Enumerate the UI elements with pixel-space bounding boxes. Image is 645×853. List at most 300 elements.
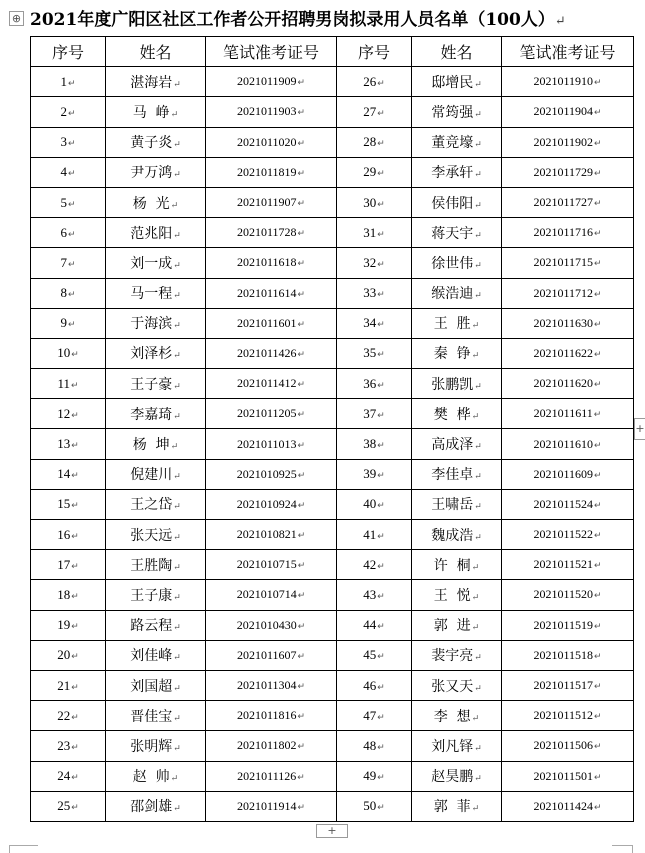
cell-seq[interactable]: [337, 308, 412, 338]
cell-exam-id[interactable]: [206, 308, 337, 338]
cell-text: 尹万鸿: [130, 165, 173, 182]
cell-seq[interactable]: [31, 640, 106, 670]
cell-seq[interactable]: [337, 127, 412, 157]
cell-seq[interactable]: [337, 610, 412, 640]
cell-name[interactable]: [106, 761, 206, 791]
cell-seq[interactable]: [337, 640, 412, 670]
cell-seq[interactable]: [337, 248, 412, 278]
cell-exam-id[interactable]: [206, 459, 337, 489]
cell-name[interactable]: [412, 308, 502, 338]
cell-seq[interactable]: [31, 278, 106, 308]
cell-name[interactable]: [412, 67, 502, 97]
cell-end-mark-icon: ↵: [71, 651, 79, 662]
cell-exam-id[interactable]: [502, 791, 634, 821]
cell-exam-id[interactable]: [206, 791, 337, 821]
cell-end-mark-icon: ↵: [173, 351, 181, 362]
cell-text: 19: [57, 617, 71, 633]
cell-end-mark-icon: ↵: [67, 289, 76, 300]
cell-name[interactable]: [106, 127, 206, 157]
table-row: [31, 701, 634, 731]
cell-exam-id[interactable]: [206, 157, 337, 187]
cell-text: 王胜陶: [130, 557, 173, 574]
cell-text: 9: [60, 315, 67, 331]
cell-seq[interactable]: [31, 670, 106, 700]
cell-name[interactable]: [106, 187, 206, 217]
cell-end-mark-icon: ↵: [297, 288, 306, 299]
cell-text: 2021011424: [533, 798, 593, 813]
cell-text: 16: [57, 526, 71, 542]
cell-seq[interactable]: [337, 670, 412, 700]
cell-exam-id[interactable]: [502, 369, 634, 399]
cell-seq[interactable]: [31, 308, 106, 338]
cell-name[interactable]: [412, 791, 502, 821]
cell-text: 刘佳峰: [130, 648, 173, 665]
cell-end-mark-icon: ↵: [297, 741, 306, 752]
cell-text: 32: [363, 254, 377, 270]
cell-exam-id[interactable]: [502, 338, 634, 368]
cell-seq[interactable]: [337, 67, 412, 97]
table-row: [31, 399, 634, 429]
cell-end-mark-icon: ↵: [71, 349, 79, 360]
cell-name[interactable]: [106, 701, 206, 731]
cell-exam-id[interactable]: [206, 489, 337, 519]
cell-exam-id[interactable]: [206, 640, 337, 670]
cell-end-mark-icon: ↵: [594, 228, 602, 239]
cell-text: 24: [57, 768, 71, 784]
page-corner-mark-right: [612, 845, 633, 853]
cell-exam-id[interactable]: [206, 610, 337, 640]
cell-text: 2021011909: [236, 74, 297, 89]
cell-exam-id[interactable]: [206, 369, 337, 399]
cell-name[interactable]: [106, 550, 206, 580]
cell-end-mark-icon: ↵: [474, 502, 482, 513]
cell-seq[interactable]: [337, 520, 412, 550]
cell-end-mark-icon: ↵: [474, 442, 482, 453]
cell-text: 路云程: [130, 618, 173, 635]
cell-end-mark-icon: ↵: [71, 802, 79, 813]
cell-text: 2021011716: [533, 225, 593, 240]
cell-exam-id[interactable]: [502, 459, 634, 489]
cell-seq[interactable]: [31, 520, 106, 550]
cell-name[interactable]: [106, 278, 206, 308]
cell-name[interactable]: [412, 459, 502, 489]
cell-end-mark-icon: ↵: [67, 228, 76, 239]
cell-end-mark-icon: ↵: [297, 228, 306, 239]
cell-seq[interactable]: [337, 489, 412, 519]
cell-name[interactable]: [412, 640, 502, 670]
cell-seq[interactable]: [31, 369, 106, 399]
cell-end-mark-icon: ↵: [594, 590, 602, 601]
cell-end-mark-icon: ↵: [474, 653, 482, 664]
cell-name[interactable]: [412, 369, 502, 399]
cell-exam-id[interactable]: [502, 248, 634, 278]
cell-end-mark-icon: ↵: [173, 411, 181, 422]
cell-text: 47: [363, 707, 377, 723]
cell-seq[interactable]: [31, 701, 106, 731]
cell-seq[interactable]: [31, 248, 106, 278]
cell-end-mark-icon: ↵: [474, 230, 482, 241]
cell-exam-id[interactable]: [206, 97, 337, 127]
cell-seq[interactable]: [337, 791, 412, 821]
cell-text: 李嘉琦: [130, 406, 173, 423]
cell-end-mark-icon: ↵: [173, 713, 181, 724]
cell-text: 7: [60, 254, 67, 270]
cell-end-mark-icon: ↵: [297, 650, 306, 661]
cell-text: 于海滨: [130, 316, 173, 333]
cell-text: 2021011426: [236, 345, 297, 360]
cell-end-mark-icon: ↵: [474, 109, 482, 120]
cell-name[interactable]: [106, 429, 206, 459]
header-name: 姓名: [412, 37, 502, 67]
table-header-row: [31, 37, 634, 67]
cell-seq[interactable]: [337, 701, 412, 731]
cell-name[interactable]: [106, 489, 206, 519]
cell-end-mark-icon: ↵: [377, 530, 385, 541]
cell-name[interactable]: [106, 218, 206, 248]
cell-text: 刘泽杉: [130, 346, 173, 363]
cell-name[interactable]: [106, 399, 206, 429]
cell-exam-id[interactable]: [206, 520, 337, 550]
cell-seq[interactable]: [31, 399, 106, 429]
cell-text: 26: [363, 73, 377, 89]
cell-exam-id[interactable]: [206, 187, 337, 217]
cell-text: 2021011727: [533, 195, 593, 210]
table-row: [31, 308, 634, 338]
cell-name[interactable]: [106, 308, 206, 338]
cell-name[interactable]: [106, 610, 206, 640]
cell-end-mark-icon: ↵: [297, 439, 306, 450]
cell-seq[interactable]: [31, 429, 106, 459]
cell-name[interactable]: [412, 278, 502, 308]
cell-end-mark-icon: ↵: [377, 409, 385, 420]
cell-end-mark-icon: ↵: [377, 470, 385, 481]
cell-text: 王 胜: [433, 316, 471, 333]
cell-seq[interactable]: [31, 187, 106, 217]
cell-end-mark-icon: ↵: [173, 79, 181, 90]
cell-name[interactable]: [412, 489, 502, 519]
cell-text: 4: [60, 164, 67, 180]
cell-end-mark-icon: ↵: [474, 683, 482, 694]
cell-exam-id[interactable]: [206, 701, 337, 731]
cell-text: 张天远: [130, 527, 173, 544]
cell-text: 王子康: [130, 587, 173, 604]
cell-end-mark-icon: ↵: [377, 500, 385, 511]
cell-seq[interactable]: [337, 278, 412, 308]
cell-name[interactable]: [106, 670, 206, 700]
cell-exam-id[interactable]: [502, 670, 634, 700]
table-row: [31, 520, 634, 550]
cell-text: 2021011611: [533, 406, 593, 421]
table-row: [31, 278, 634, 308]
cell-name[interactable]: [106, 791, 206, 821]
header-name: 姓名: [106, 37, 206, 67]
cell-end-mark-icon: ↵: [297, 258, 306, 269]
cell-end-mark-icon: ↵: [173, 230, 181, 241]
table-row: [31, 67, 634, 97]
cell-text: 2021011501: [533, 768, 593, 783]
cell-end-mark-icon: ↵: [173, 683, 181, 694]
cell-seq[interactable]: [337, 429, 412, 459]
cell-exam-id[interactable]: [502, 157, 634, 187]
cell-end-mark-icon: ↵: [297, 167, 306, 178]
cell-end-mark-icon: ↵: [71, 470, 79, 481]
cell-text: 2021011506: [533, 738, 593, 753]
cell-text: 14: [57, 466, 71, 482]
cell-exam-id[interactable]: [502, 429, 634, 459]
cell-exam-id[interactable]: [206, 670, 337, 700]
cell-seq[interactable]: [31, 761, 106, 791]
cell-text: 张明辉: [130, 738, 173, 755]
table-row: [31, 369, 634, 399]
cell-end-mark-icon: ↵: [594, 258, 602, 269]
cell-end-mark-icon: ↵: [594, 137, 602, 148]
cell-end-mark-icon: ↵: [594, 379, 602, 390]
cell-name[interactable]: [412, 610, 502, 640]
cell-name[interactable]: [106, 459, 206, 489]
cell-text: 2021011518: [533, 647, 593, 662]
cell-end-mark-icon: ↵: [594, 318, 602, 329]
cell-end-mark-icon: ↵: [170, 200, 179, 211]
cell-name[interactable]: [412, 97, 502, 127]
cell-end-mark-icon: ↵: [377, 772, 385, 783]
cell-name[interactable]: [412, 127, 502, 157]
cell-end-mark-icon: ↵: [471, 623, 480, 634]
cell-exam-id[interactable]: [502, 610, 634, 640]
cell-seq[interactable]: [31, 550, 106, 580]
cell-seq[interactable]: [337, 459, 412, 489]
cell-name[interactable]: [412, 248, 502, 278]
cell-exam-id[interactable]: [502, 520, 634, 550]
cell-seq[interactable]: [31, 127, 106, 157]
cell-name[interactable]: [412, 157, 502, 187]
cell-text: 29: [363, 164, 377, 180]
cell-text: 马一程: [130, 286, 173, 303]
cell-exam-id[interactable]: [206, 550, 337, 580]
cell-text: 张鹏凯: [431, 376, 474, 393]
cell-name[interactable]: [106, 338, 206, 368]
cell-text: 赵 帅: [132, 769, 170, 786]
cell-exam-id[interactable]: [502, 67, 634, 97]
cell-exam-id[interactable]: [206, 338, 337, 368]
cell-seq[interactable]: [337, 187, 412, 217]
cell-text: 31: [363, 224, 377, 240]
cell-end-mark-icon: ↵: [67, 107, 76, 118]
cell-text: 2021011622: [533, 345, 593, 360]
cell-text: 33: [363, 285, 377, 301]
cell-name[interactable]: [106, 731, 206, 761]
cell-exam-id[interactable]: [502, 218, 634, 248]
cell-name[interactable]: [106, 520, 206, 550]
cell-text: 李承轩: [431, 165, 474, 182]
cell-end-mark-icon: ↵: [377, 198, 385, 209]
cell-text: 2021011512: [533, 708, 593, 723]
cell-text: 2021011519: [533, 617, 593, 632]
cell-end-mark-icon: ↵: [594, 167, 602, 178]
cell-text: 34: [363, 315, 377, 331]
cell-text: 10: [57, 345, 71, 361]
cell-name[interactable]: [106, 157, 206, 187]
cell-exam-id[interactable]: [502, 308, 634, 338]
cell-text: 2021011729: [533, 164, 593, 179]
cell-name[interactable]: [106, 640, 206, 670]
cell-end-mark-icon: ↵: [297, 469, 306, 480]
cell-seq[interactable]: [31, 218, 106, 248]
cell-name[interactable]: [412, 670, 502, 700]
cell-exam-id[interactable]: [206, 429, 337, 459]
cell-text: 46: [363, 677, 377, 693]
cell-exam-id[interactable]: [206, 67, 337, 97]
cell-exam-id[interactable]: [502, 187, 634, 217]
cell-end-mark-icon: ↵: [594, 711, 602, 722]
cell-end-mark-icon: ↵: [297, 620, 306, 631]
cell-exam-id[interactable]: [502, 640, 634, 670]
cell-end-mark-icon: ↵: [67, 319, 76, 330]
cell-exam-id[interactable]: [206, 399, 337, 429]
cell-text: 许 桐: [433, 557, 471, 574]
table-move-handle-icon[interactable]: ⊕: [9, 11, 24, 26]
cell-text: 2021010821: [236, 527, 297, 542]
cell-seq[interactable]: [337, 157, 412, 187]
cell-seq[interactable]: [337, 97, 412, 127]
cell-text: 2021011610: [533, 436, 593, 451]
cell-text: 2021011728: [236, 225, 297, 240]
cell-end-mark-icon: ↵: [594, 560, 602, 571]
cell-end-mark-icon: ↵: [593, 409, 602, 420]
cell-name[interactable]: [106, 97, 206, 127]
table-row: [31, 429, 634, 459]
cell-seq[interactable]: [31, 610, 106, 640]
cell-seq[interactable]: [31, 489, 106, 519]
cell-text: 2021011126: [237, 768, 297, 783]
cell-end-mark-icon: ↵: [297, 77, 306, 88]
table-row: [31, 459, 634, 489]
cell-text: 37: [363, 405, 377, 421]
add-row-button[interactable]: +: [316, 824, 348, 838]
cell-end-mark-icon: ↵: [67, 198, 76, 209]
cell-text: 43: [363, 586, 377, 602]
cell-exam-id[interactable]: [502, 127, 634, 157]
cell-text: 马 峥: [132, 104, 170, 121]
cell-text: 15: [57, 496, 71, 512]
cell-end-mark-icon: ↵: [377, 349, 385, 360]
cell-exam-id[interactable]: [502, 761, 634, 791]
cell-text: 2021010924: [236, 496, 297, 511]
cell-exam-id[interactable]: [502, 399, 634, 429]
cell-text: 17: [57, 556, 71, 572]
cell-name[interactable]: [412, 701, 502, 731]
table-row: [31, 218, 634, 248]
cell-text: 44: [363, 617, 377, 633]
cell-exam-id[interactable]: [206, 580, 337, 610]
cell-end-mark-icon: ↵: [71, 772, 79, 783]
table-row: [31, 761, 634, 791]
cell-exam-id[interactable]: [206, 248, 337, 278]
cell-end-mark-icon: ↵: [377, 741, 385, 752]
cell-text: 刘国超: [130, 678, 173, 695]
cell-end-mark-icon: ↵: [71, 560, 79, 571]
cell-seq[interactable]: [31, 338, 106, 368]
cell-name[interactable]: [412, 761, 502, 791]
cell-end-mark-icon: ↵: [377, 319, 385, 330]
cell-end-mark-icon: ↵: [173, 562, 181, 573]
cell-end-mark-icon: ↵: [471, 804, 480, 815]
cell-name[interactable]: [106, 369, 206, 399]
cell-seq[interactable]: [31, 67, 106, 97]
table-row: [31, 338, 634, 368]
cell-text: 27: [363, 103, 377, 119]
cell-seq[interactable]: [31, 791, 106, 821]
cell-exam-id[interactable]: [502, 701, 634, 731]
cell-seq[interactable]: [337, 338, 412, 368]
cell-seq[interactable]: [31, 157, 106, 187]
cell-end-mark-icon: ↵: [173, 140, 181, 151]
cell-name[interactable]: [106, 580, 206, 610]
cell-seq[interactable]: [31, 459, 106, 489]
cell-seq[interactable]: [337, 580, 412, 610]
cell-exam-id[interactable]: [206, 761, 337, 791]
cell-seq[interactable]: [337, 731, 412, 761]
cell-end-mark-icon: ↵: [471, 592, 480, 603]
cell-exam-id[interactable]: [502, 550, 634, 580]
cell-exam-id[interactable]: [502, 489, 634, 519]
cell-name[interactable]: [412, 731, 502, 761]
cell-name[interactable]: [412, 338, 502, 368]
insert-column-button[interactable]: +: [634, 418, 645, 440]
cell-end-mark-icon: ↵: [377, 168, 385, 179]
cell-seq[interactable]: [31, 731, 106, 761]
cell-text: 2021011630: [533, 315, 593, 330]
cell-exam-id[interactable]: [206, 731, 337, 761]
cell-exam-id[interactable]: [502, 97, 634, 127]
cell-end-mark-icon: ↵: [71, 409, 79, 420]
table-row: [31, 489, 634, 519]
cell-name[interactable]: [412, 399, 502, 429]
cell-end-mark-icon: ↵: [297, 348, 306, 359]
cell-seq[interactable]: [337, 399, 412, 429]
cell-exam-id[interactable]: [502, 731, 634, 761]
cell-seq[interactable]: [337, 218, 412, 248]
cell-name[interactable]: [412, 520, 502, 550]
cell-exam-id[interactable]: [502, 580, 634, 610]
cell-end-mark-icon: ↵: [377, 440, 385, 451]
cell-exam-id[interactable]: [206, 218, 337, 248]
cell-name[interactable]: [412, 218, 502, 248]
table-row: [31, 248, 634, 278]
cell-end-mark-icon: ↵: [297, 379, 306, 390]
cell-name[interactable]: [412, 550, 502, 580]
cell-name[interactable]: [106, 248, 206, 278]
cell-seq[interactable]: [337, 550, 412, 580]
cell-seq[interactable]: [31, 580, 106, 610]
document-title: [30, 6, 640, 34]
cell-end-mark-icon: ↵: [71, 681, 79, 692]
cell-text: 2021011816: [236, 708, 297, 723]
cell-exam-id[interactable]: [206, 127, 337, 157]
cell-seq[interactable]: [337, 761, 412, 791]
cell-text: 2021011205: [236, 406, 297, 421]
cell-text: 2021011304: [236, 678, 297, 693]
cell-seq[interactable]: [31, 97, 106, 127]
cell-exam-id[interactable]: [206, 278, 337, 308]
cell-name[interactable]: [412, 429, 502, 459]
cell-end-mark-icon: ↵: [594, 288, 602, 299]
cell-seq[interactable]: [337, 369, 412, 399]
cell-name[interactable]: [412, 187, 502, 217]
cell-name[interactable]: [412, 580, 502, 610]
cell-name[interactable]: [106, 67, 206, 97]
cell-end-mark-icon: ↵: [594, 650, 602, 661]
cell-exam-id[interactable]: [502, 278, 634, 308]
